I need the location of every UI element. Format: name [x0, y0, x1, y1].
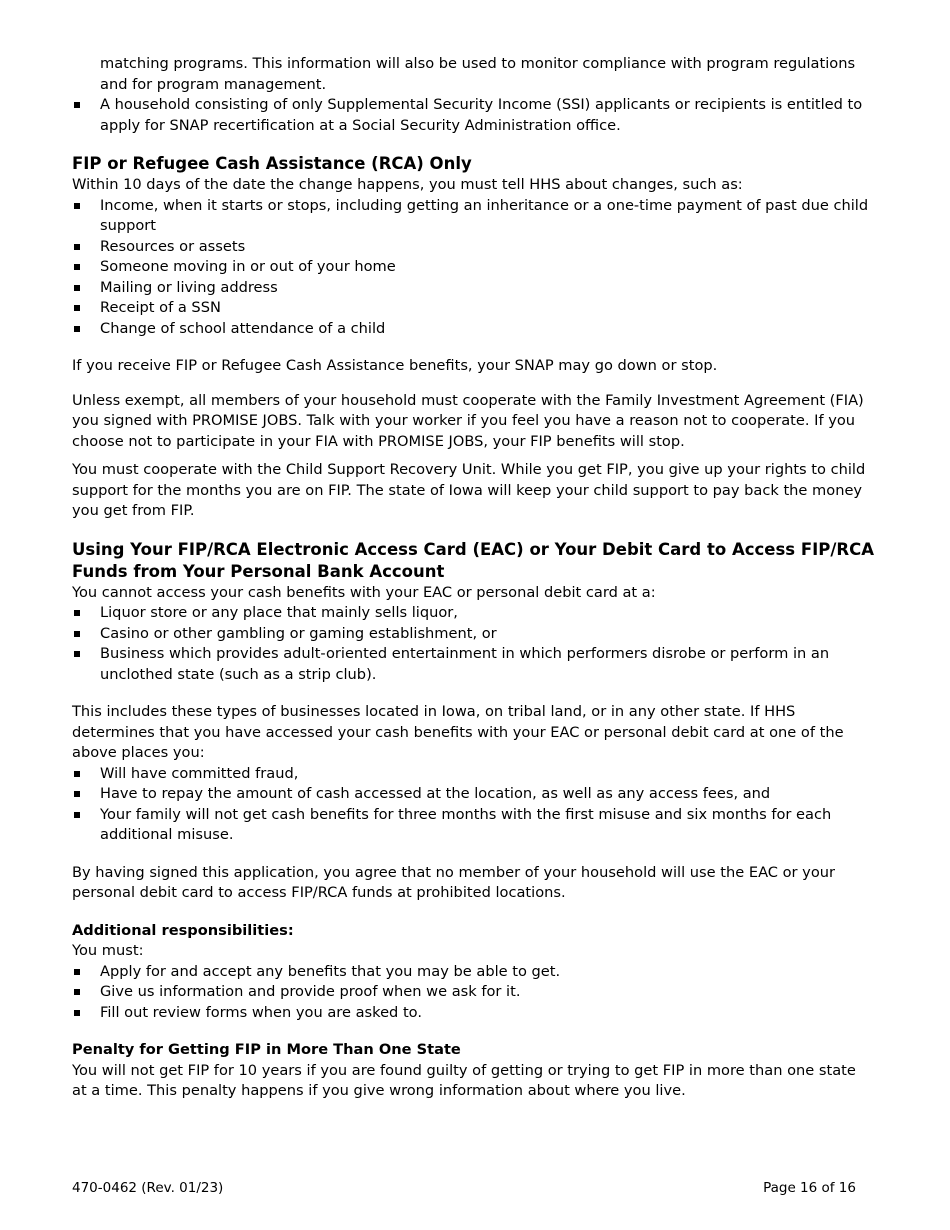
bullet-icon: [74, 305, 80, 311]
bullet-icon: [74, 244, 80, 250]
fip-child-support-paragraph: You must cooperate with the Child Support Recovery Unit. While you get FIP, you give up your rights to child support for the months you are on FIP. The state of Iowa will keep your child support to pay back the money you get from FIP.: [72, 461, 866, 519]
fip-fia-paragraph: Unless exempt, all members of your household must cooperate with the Family Investment Agreement (FIA) you signed with PROMISE JOBS. Talk with your worker if you feel you have a reason not to cooperate. If you choose not to participate in your FIA with PROMISE JOBS, your FIP benefits will stop.: [72, 391, 864, 450]
page-number: Page 16 of 16: [763, 1180, 856, 1196]
additional-intro: You must:: [72, 942, 144, 959]
top-bullet-list: [72, 95, 874, 136]
continuation-paragraph: matching programs. This information will also be used to monitor compliance with program regulations and for program management.: [100, 55, 856, 93]
bullet-icon: [74, 264, 80, 270]
form-number: 470-0462 (Rev. 01/23): [72, 1180, 224, 1196]
fip-intro: Within 10 days of the date the change happens, you must tell HHS about changes, such as:: [72, 176, 743, 193]
list-item: Business which provides adult-oriented entertainment in which performers disrobe or perform in an unclothed state (such as a strip club).: [72, 644, 874, 685]
bullet-icon: [74, 651, 80, 657]
list-item: Give us information and provide proof when we ask for it.: [72, 982, 874, 1003]
list-item: Resources or assets: [72, 237, 874, 258]
page-content: [72, 54, 874, 1102]
list-item: Will have committed fraud,: [72, 764, 874, 785]
list-item: Income, when it starts or stops, including getting an inheritance or a one-time payment of past due child support: [72, 196, 874, 237]
bullet-icon: [74, 102, 80, 108]
list-item: Fill out review forms when you are asked to.: [72, 1003, 874, 1024]
fip-changes-list: [72, 196, 874, 340]
list-item: Someone moving in or out of your home: [72, 257, 874, 278]
bullet-icon: [74, 771, 80, 777]
fip-heading: FIP or Refugee Cash Assistance (RCA) Only: [72, 154, 472, 173]
fip-snap-paragraph: If you receive FIP or Refugee Cash Assistance benefits, your SNAP may go down or stop.: [72, 357, 718, 374]
list-item: Your family will not get cash benefits for three months with the first misuse and six months for each additional misuse.: [72, 805, 874, 846]
bullet-icon: [74, 631, 80, 637]
eac-prohibited-list: [72, 603, 874, 685]
list-item: A household consisting of only Supplemental Security Income (SSI) applicants or recipients is entitled to apply for SNAP recertification at a Social Security Administration office.: [72, 95, 874, 136]
bullet-icon: [74, 610, 80, 616]
bullet-icon: [74, 812, 80, 818]
list-item: Change of school attendance of a child: [72, 319, 874, 340]
bullet-icon: [74, 989, 80, 995]
list-item: Receipt of a SSN: [72, 298, 874, 319]
bullet-icon: [74, 1010, 80, 1016]
list-item: Apply for and accept any benefits that you may be able to get.: [72, 962, 874, 983]
list-item: Casino or other gambling or gaming establishment, or: [72, 624, 874, 645]
eac-consequences-list: [72, 764, 874, 846]
additional-heading: Additional responsibilities:: [72, 921, 294, 939]
list-item: Liquor store or any place that mainly sells liquor,: [72, 603, 874, 624]
list-item: Have to repay the amount of cash accessed at the location, as well as any access fees, and: [72, 784, 874, 805]
bullet-icon: [74, 285, 80, 291]
eac-businesses-paragraph: This includes these types of businesses located in Iowa, on tribal land, or in any other state. If HHS determines that you have accessed your cash benefits with your EAC or personal debit card at one of the above places you:: [72, 703, 844, 761]
bullet-icon: [74, 203, 80, 209]
page-footer: [72, 1179, 856, 1197]
eac-agreement-paragraph: By having signed this application, you agree that no member of your household will use the EAC or your personal debit card to access FIP/RCA funds at prohibited locations.: [72, 863, 836, 901]
bullet-icon: [74, 326, 80, 332]
eac-heading: Using Your FIP/RCA Electronic Access Card (EAC) or Your Debit Card to Access FIP/RCA Funds from Your Personal Bank Account: [72, 539, 874, 581]
penalty-paragraph: You will not get FIP for 10 years if you are found guilty of getting or trying to get FIP in more than one state at a time. This penalty happens if you give wrong information about where you live.: [72, 1061, 856, 1099]
list-item: Mailing or living address: [72, 278, 874, 299]
bullet-icon: [74, 791, 80, 797]
bullet-icon: [74, 969, 80, 975]
penalty-heading: Penalty for Getting FIP in More Than One State: [72, 1041, 461, 1058]
eac-intro: You cannot access your cash benefits with your EAC or personal debit card at a:: [72, 583, 656, 601]
additional-list: [72, 962, 874, 1024]
